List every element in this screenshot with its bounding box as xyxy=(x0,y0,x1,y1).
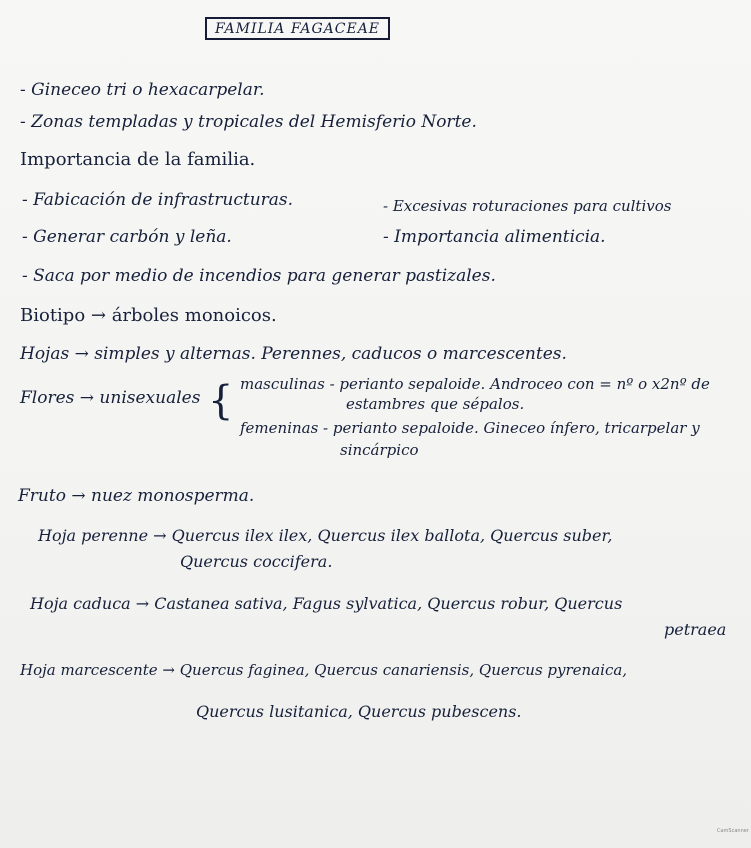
scanner-watermark: CamScanner xyxy=(717,828,749,834)
line-saca: - Saca por medio de incendios para generar pastizales. xyxy=(22,266,496,286)
line-caduca-1: Hoja caduca → Castanea sativa, Fagus sylvatica, Quercus robur, Quercus xyxy=(30,594,623,613)
line-excesivas: - Excesivas roturaciones para cultivos xyxy=(383,197,672,215)
heading-importancia: Importancia de la familia. xyxy=(20,149,256,170)
line-biotipo: Biotipo → árboles monoicos. xyxy=(20,305,277,326)
line-zonas: - Zonas templadas y tropicales del Hemisferio Norte. xyxy=(20,112,477,132)
line-hojas: Hojas → simples y alternas. Perennes, caducos o marcescentes. xyxy=(20,344,567,364)
line-marcescente-1: Hoja marcescente → Quercus faginea, Quercus canariensis, Quercus pyrenaica, xyxy=(20,661,628,679)
line-perenne-2: Quercus coccifera. xyxy=(180,552,333,571)
page-title: FAMILIA FAGACEAE xyxy=(205,17,390,40)
line-flores: Flores → unisexuales xyxy=(20,388,201,408)
line-masculinas-1: masculinas - perianto sepaloide. Androceo con = nº o x2nº de xyxy=(240,375,710,393)
brace-symbol: { xyxy=(208,378,234,424)
line-masculinas-2: estambres que sépalos. xyxy=(346,395,525,413)
line-femeninas-1: femeninas - perianto sepaloide. Gineceo ínfero, tricarpelar y xyxy=(240,419,700,437)
line-alimenticia: - Importancia alimenticia. xyxy=(383,227,606,247)
line-marcescente-2: Quercus lusitanica, Quercus pubescens. xyxy=(196,702,522,721)
line-fruto: Fruto → nuez monosperma. xyxy=(18,486,255,506)
line-fabricacion: - Fabicación de infrastructuras. xyxy=(22,190,294,210)
line-caduca-2: petraea xyxy=(664,620,727,639)
line-femeninas-2: sincárpico xyxy=(340,441,419,459)
line-gineceo: - Gineceo tri o hexacarpelar. xyxy=(20,80,265,100)
line-generar: - Generar carbón y leña. xyxy=(22,227,232,247)
line-perenne-1: Hoja perenne → Quercus ilex ilex, Quercus ilex ballota, Quercus suber, xyxy=(38,526,613,545)
